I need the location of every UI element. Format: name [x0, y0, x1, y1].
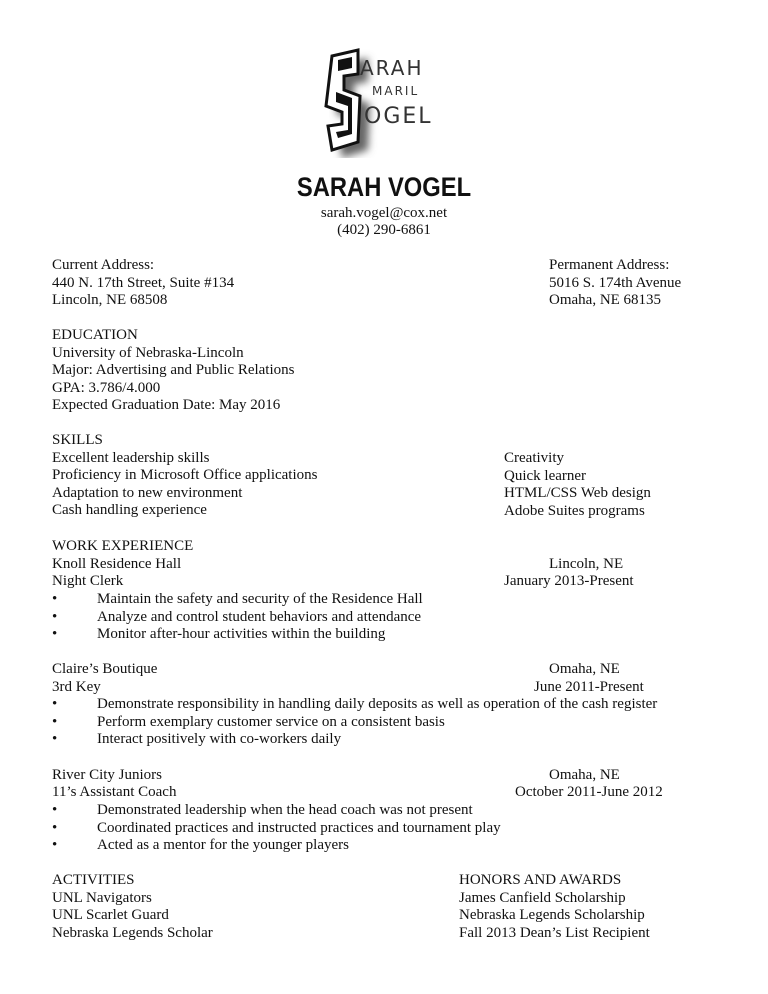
job-title: 3rd Key [52, 679, 101, 695]
bullet-item: • Demonstrated leadership when the head coach was not present [52, 802, 473, 818]
activity-item: UNL Navigators [52, 889, 152, 906]
honors-section [459, 872, 650, 942]
job-org: Claire’s Boutique [52, 661, 158, 677]
bullet-icon: • [52, 626, 58, 642]
activities-heading: ACTIVITIES [52, 872, 135, 888]
skills-right-column [504, 450, 651, 520]
education-heading: EDUCATION [52, 327, 138, 343]
bullet-icon: • [52, 608, 58, 625]
bullet-icon: • [52, 819, 58, 836]
skill-item: Proficiency in Microsoft Office applications [52, 467, 318, 483]
honor-item: Nebraska Legends Scholarship [459, 907, 645, 923]
skill-item: Excellent leadership skills [52, 449, 210, 466]
resume-name: SARAH VOGEL [296, 172, 472, 202]
job-bullets [52, 696, 752, 749]
work-heading: WORK EXPERIENCE [52, 538, 194, 554]
job-dates: October 2011-June 2012 [515, 784, 663, 800]
bullet-item: • Maintain the safety and security of the Residence Hall [52, 591, 423, 607]
current-address-label: Current Address: [52, 257, 155, 273]
monogram-logo [316, 48, 456, 158]
current-address [52, 257, 234, 310]
skills-section [52, 432, 317, 520]
permanent-address-line1: 5016 S. 174th Avenue [549, 274, 682, 291]
education-line: GPA: 3.786/4.000 [52, 379, 161, 396]
bullet-item: • Interact positively with co-workers daily [52, 731, 342, 747]
job-org: Knoll Residence Hall [52, 556, 182, 572]
job-org: River City Juniors [52, 767, 163, 783]
bullet-item: • Acted as a mentor for the younger players [52, 837, 349, 853]
logo-text-top: ARAH [360, 56, 424, 80]
job-location: Lincoln, NE [549, 556, 624, 572]
education-line: Major: Advertising and Public Relations [52, 362, 295, 378]
job-location: Omaha, NE [549, 661, 620, 677]
skill-item: Creativity [504, 450, 564, 466]
permanent-address-label: Permanent Address: [549, 257, 670, 273]
bullet-item: • Monitor after-hour activities within the building [52, 626, 386, 642]
skill-item: HTML/CSS Web design [504, 485, 651, 501]
bullet-icon: • [52, 731, 58, 747]
logo-text-middle: MARIL [372, 84, 420, 98]
phone: (402) 290-6861 [337, 222, 431, 238]
job-location: Omaha, NE [549, 767, 620, 783]
job-title: Night Clerk [52, 573, 124, 589]
activity-item: UNL Scarlet Guard [52, 907, 169, 923]
education-section [52, 327, 294, 415]
job-dates: January 2013-Present [504, 573, 634, 589]
education-line: Expected Graduation Date: May 2016 [52, 397, 281, 413]
bullet-item: • Analyze and control student behaviors and attendance [52, 608, 422, 625]
skill-item: Adaptation to new environment [52, 484, 243, 501]
permanent-address-line2: Omaha, NE 68135 [549, 292, 662, 308]
bullet-icon: • [52, 802, 58, 818]
skills-heading: SKILLS [52, 432, 103, 448]
bullet-item: • Perform exemplary customer service on a consistent basis [52, 713, 445, 730]
bullet-icon: • [52, 591, 58, 607]
honor-item: Fall 2013 Dean’s List Recipient [459, 924, 650, 941]
bullet-icon: • [52, 713, 58, 730]
current-address-line1: 440 N. 17th Street, Suite #134 [52, 274, 235, 291]
bullet-icon: • [52, 837, 58, 853]
skill-item: Quick learner [504, 467, 587, 484]
skill-item: Adobe Suites programs [504, 502, 645, 519]
permanent-address [549, 257, 681, 310]
bullet-icon: • [52, 696, 58, 712]
job-dates: June 2011-Present [534, 679, 644, 695]
education-line: University of Nebraska-Lincoln [52, 344, 244, 361]
job-bullets [52, 591, 752, 644]
email: sarah.vogel@cox.net [320, 205, 448, 221]
job-bullets [52, 802, 752, 855]
honor-item: James Canfield Scholarship [459, 889, 626, 906]
bullet-item: • Demonstrate responsibility in handling daily deposits as well as operation of the cash register [52, 696, 658, 712]
current-address-line2: Lincoln, NE 68508 [52, 292, 168, 308]
honors-heading: HONORS AND AWARDS [459, 872, 622, 888]
bullet-item: • Coordinated practices and instructed practices and tournament play [52, 819, 501, 836]
activities-section [52, 872, 213, 942]
job-title: 11’s Assistant Coach [52, 784, 177, 800]
skill-item: Cash handling experience [52, 502, 207, 518]
logo-text-bottom: OGEL [364, 104, 433, 129]
activity-item: Nebraska Legends Scholar [52, 924, 213, 941]
